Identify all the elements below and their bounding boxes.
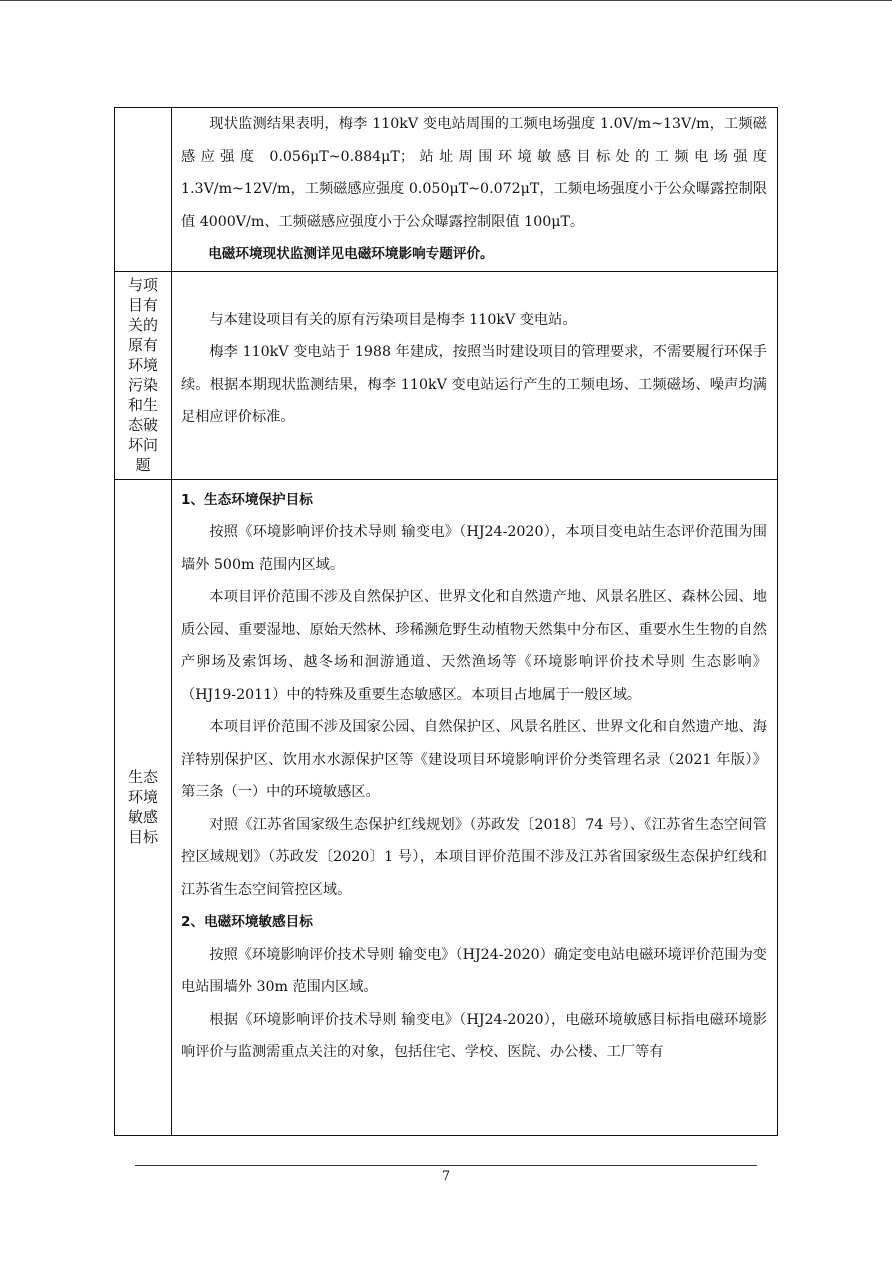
table-row xyxy=(115,271,778,479)
paragraph: 现状监测结果表明，梅李 110kV 变电站周围的工频电场强度 1.0V/m~13V/m，工频磁感应强度 0.056μT~0.884μT；站址周围环境敏感目标处的工频电场强度 1.3V/m~12V/m，工频磁感应强度 0.050μT~0.072μT，工频电场强度小于公众曝露控制限值 4000V/m、工频磁感应强度小于公众曝露控制限值 100μT。 xyxy=(181,116,767,230)
paragraph: 本项目评价范围不涉及自然保护区、世界文化和自然遗产地、风景名胜区、森林公园、地质公园、重要湿地、原始天然林、珍稀濒危野生动植物天然集中分布区、重要水生生物的自然产卵场及索饵场、越冬场和洄游通道、天然渔场等《环境影响评价技术导则 生态影响》（HJ19-2011）中的特殊及重要生态敏感区。本项目占地属于一般区域。 xyxy=(181,589,767,703)
row-label-cell xyxy=(115,108,172,272)
row-label-cell xyxy=(115,271,172,479)
page-number: 7 xyxy=(441,1169,451,1184)
section-heading: 2、电磁环境敏感目标 xyxy=(181,914,313,930)
paragraph: 按照《环境影响评价技术导则 输变电》（HJ24-2020），本项目变电站生态评价范围为围墙外 500m 范围内区域。 xyxy=(181,524,767,573)
paragraph-bold: 电磁环境现状监测详见电磁环境影响专题评价。 xyxy=(208,246,494,262)
section-heading: 1、生态环境保护目标 xyxy=(181,491,313,508)
paragraph: 与本建设项目有关的原有污染项目是梅李 110kV 变电站。 xyxy=(209,311,577,328)
page-top-border xyxy=(0,0,892,1)
paragraph: 梅李 110kV 变电站于 1988 年建成，按照当时建设项目的管理要求，不需要履行环保手续。根据本期现状监测结果，梅李 110kV 变电站运行产生的工频电场、工频磁场、噪声均满足相应评价标准。 xyxy=(181,344,767,425)
report-table xyxy=(114,107,778,1136)
paragraph: 对照《江苏省国家级生态保护红线规划》（苏政发〔2018〕74 号）、《江苏省生态空间管控区域规划》（苏政发〔2020〕1 号），本项目评价范围不涉及江苏省国家级生态保护红线和江苏省生态空间管控区域。 xyxy=(181,816,767,898)
row-content-cell xyxy=(172,479,778,1135)
paragraph: 根据《环境影响评价技术导则 输变电》（HJ24-2020），电磁环境敏感目标指电磁环境影响评价与监测需重点关注的对象，包括住宅、学校、医院、办公楼、工厂等有 xyxy=(181,1011,767,1060)
row-label: 生态环境敏感目标 xyxy=(127,768,158,846)
table-row xyxy=(115,108,778,272)
row-label: 与项目有关的原有环境污染和生态破坏问题 xyxy=(127,276,158,474)
row-content-cell xyxy=(172,108,778,272)
row-content-cell xyxy=(172,271,778,479)
row-label-cell xyxy=(115,479,172,1135)
table-row xyxy=(115,479,778,1135)
footer-divider xyxy=(135,1165,757,1166)
paragraph: 按照《环境影响评价技术导则 输变电》（HJ24-2020）确定变电站电磁环境评价范围为变电站围墙外 30m 范围内区域。 xyxy=(181,946,767,995)
paragraph: 本项目评价范围不涉及国家公园、自然保护区、风景名胜区、世界文化和自然遗产地、海洋特别保护区、饮用水水源保护区等《建设项目环境影响评价分类管理名录（2021 年版）》第三条（一）中的环境敏感区。 xyxy=(181,719,767,800)
